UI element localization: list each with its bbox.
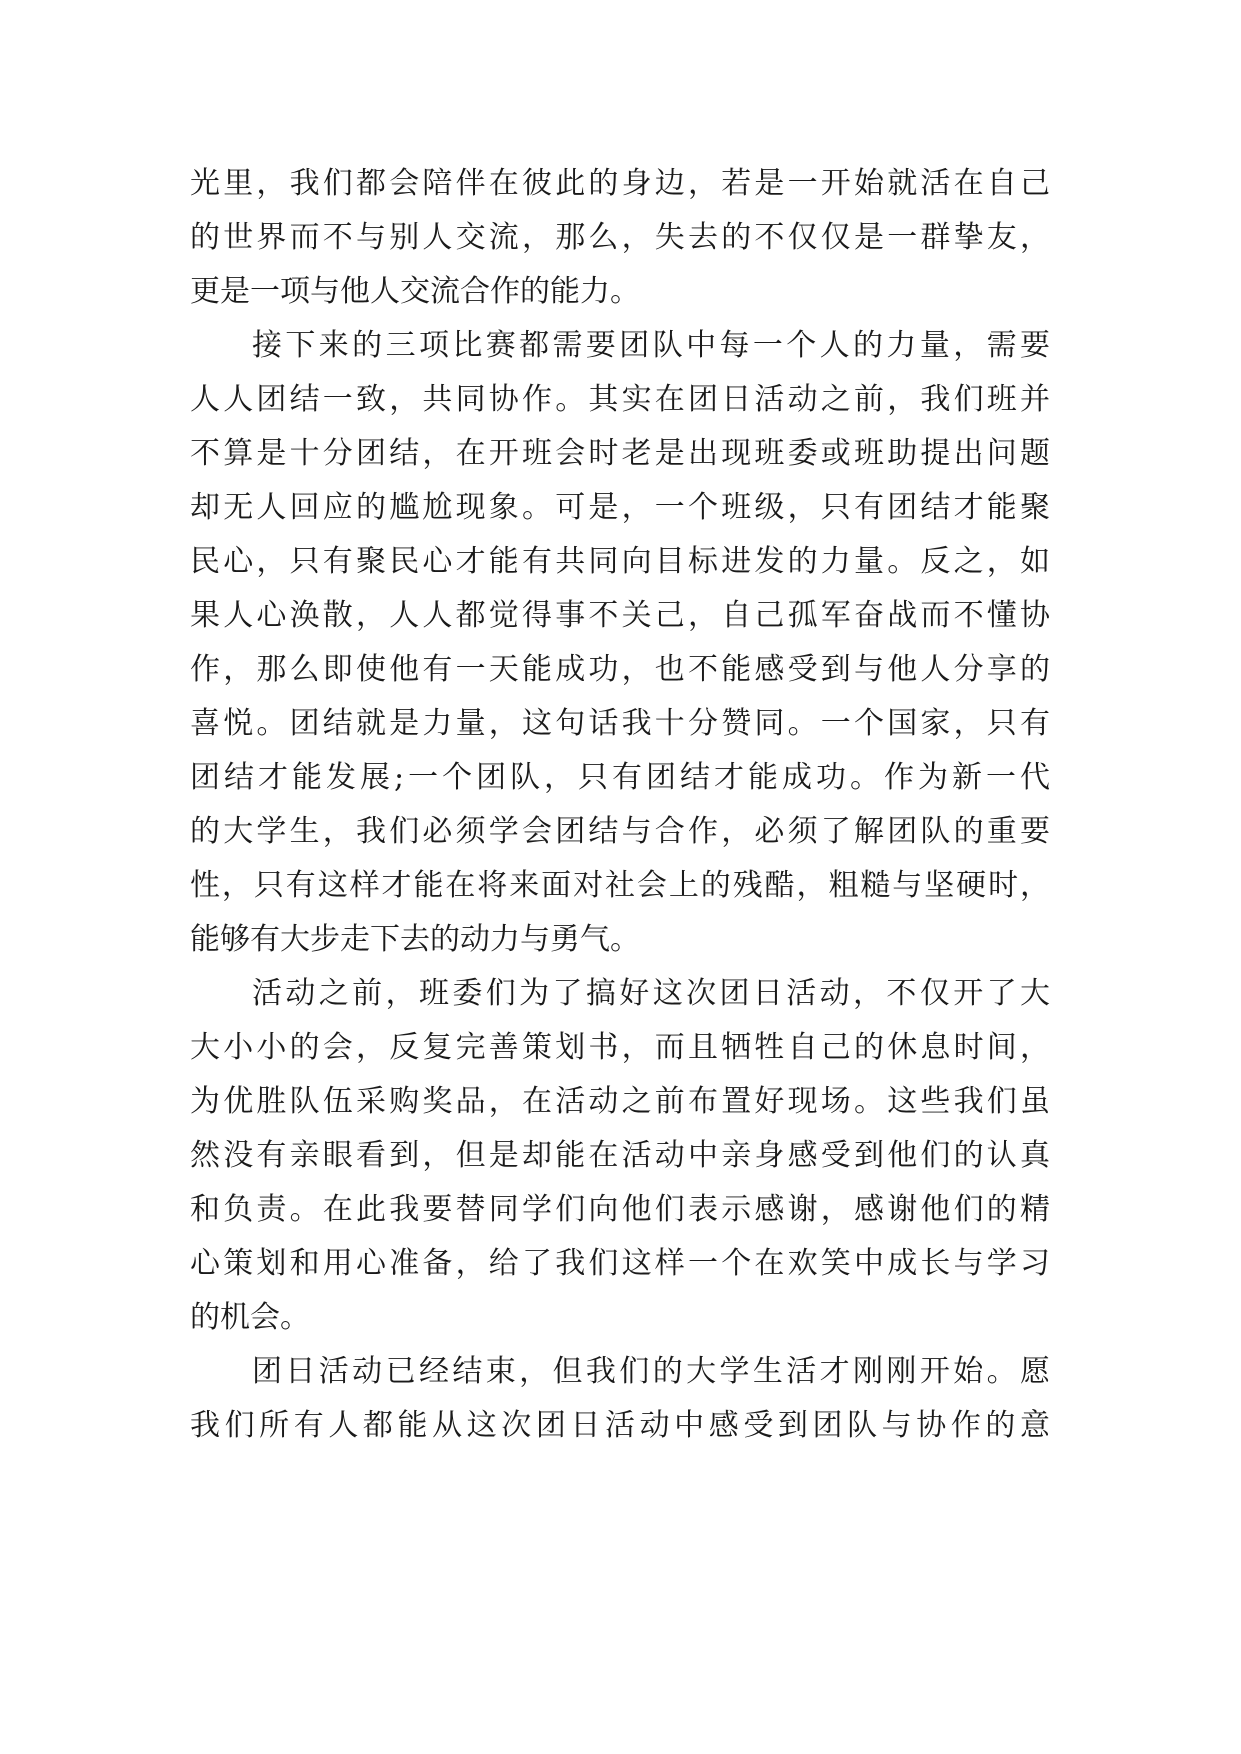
paragraph-1 <box>190 157 1050 319</box>
text-line: 更是一项与他人交流合作的能力。 <box>190 274 640 309</box>
text-line: 和负责。在此我要替同学们向他们表示感谢，感谢他们的精 <box>190 1192 1050 1227</box>
paragraph-3 <box>190 967 1050 1345</box>
text-line: 接下来的三项比赛都需要团队中每一个人的力量，需要 <box>252 328 1050 363</box>
text-line: 人人团结一致，共同协作。其实在团日活动之前，我们班并 <box>190 382 1050 417</box>
text-line: 不算是十分团结，在开班会时老是出现班委或班助提出问题 <box>190 436 1050 471</box>
text-line: 我们所有人都能从这次团日活动中感受到团队与协作的意 <box>190 1408 1050 1443</box>
text-line: 喜悦。团结就是力量，这句话我十分赞同。一个国家，只有 <box>190 706 1050 741</box>
text-line: 的机会。 <box>190 1300 310 1335</box>
text-line: 的世界而不与别人交流，那么，失去的不仅仅是一群挚友， <box>190 220 1050 255</box>
text-line: 性，只有这样才能在将来面对社会上的残酷，粗糙与坚硬时， <box>190 868 1050 903</box>
text-line: 作，那么即使他有一天能成功，也不能感受到与他人分享的 <box>190 652 1050 687</box>
text-line: 的大学生，我们必须学会团结与合作，必须了解团队的重要 <box>190 814 1050 849</box>
text-line: 为优胜队伍采购奖品，在活动之前布置好现场。这些我们虽 <box>190 1084 1050 1119</box>
text-line: 却无人回应的尴尬现象。可是，一个班级，只有团结才能聚 <box>190 490 1050 525</box>
text-line: 心策划和用心准备，给了我们这样一个在欢笑中成长与学习 <box>190 1246 1050 1281</box>
paragraph-2 <box>190 319 1050 967</box>
paragraph-4 <box>190 1345 1050 1453</box>
text-line: 果人心涣散，人人都觉得事不关己，自己孤军奋战而不懂协 <box>190 598 1050 633</box>
text-line: 民心，只有聚民心才能有共同向目标进发的力量。反之，如 <box>190 544 1050 579</box>
document-body <box>190 157 1050 1453</box>
text-line: 光里，我们都会陪伴在彼此的身边，若是一开始就活在自己 <box>190 166 1050 201</box>
text-line: 大小小的会，反复完善策划书，而且牺牲自己的休息时间， <box>190 1030 1050 1065</box>
text-line: 活动之前，班委们为了搞好这次团日活动，不仅开了大 <box>252 976 1050 1011</box>
text-line: 团日活动已经结束，但我们的大学生活才刚刚开始。愿 <box>252 1354 1050 1389</box>
text-line: 然没有亲眼看到，但是却能在活动中亲身感受到他们的认真 <box>190 1138 1050 1173</box>
text-line: 团结才能发展;一个团队，只有团结才能成功。作为新一代 <box>190 760 1050 795</box>
text-line: 能够有大步走下去的动力与勇气。 <box>190 922 640 957</box>
